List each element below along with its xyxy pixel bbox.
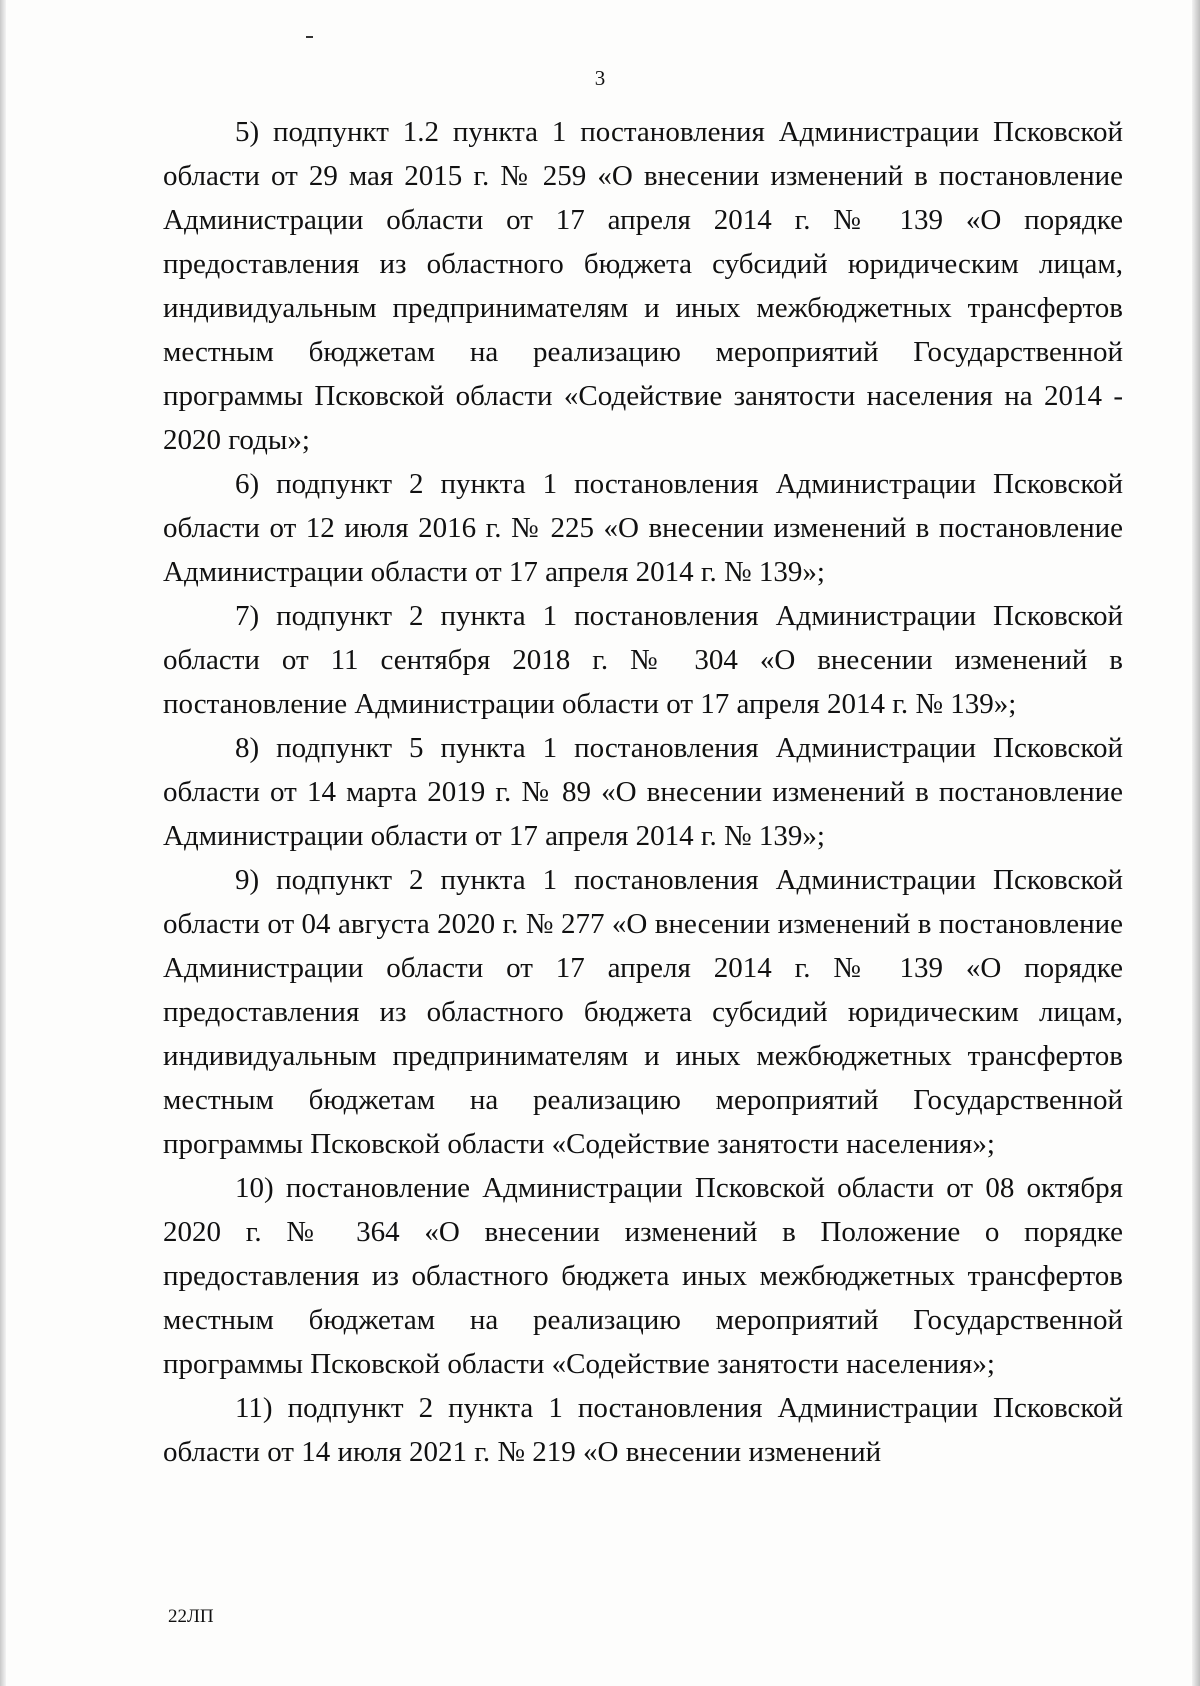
scan-edge-right — [1192, 0, 1200, 1686]
stray-mark — [306, 36, 313, 38]
list-item-10: 10) постановление Администрации Псковской области от 08 октября 2020 г. № 364 «О внесении изменений в Положение о порядке предоставления из областного бюджета иных межбюджетных трансфертов местным бюджетам на реализацию мероприятий Государственной программы Псковской области «Содействие занятости населения»; — [163, 1172, 1123, 1380]
list-item-9: 9) подпункт 2 пункта 1 постановления Администрации Псковской области от 04 августа 2020 г. № 277 «О внесении изменений в постановление Администрации области от 17 апреля 2014 г. № 139 «О порядке предоставления из областного бюджета субсидий юридическим лицам, индивидуальным предпринимателям и иных межбюджетных трансфертов местным бюджетам на реализацию мероприятий Государственной программы Псковской области «Содействие занятости населения»; — [163, 864, 1123, 1160]
document-body — [163, 110, 1123, 1474]
document-code: 22ЛП — [168, 1606, 214, 1627]
list-item-7: 7) подпункт 2 пункта 1 постановления Администрации Псковской области от 11 сентября 2018 г. № 304 «О внесении изменений в постановление Администрации области от 17 апреля 2014 г. № 139»; — [163, 600, 1123, 720]
scan-edge-left — [0, 0, 6, 1686]
page-number: 3 — [594, 66, 606, 90]
list-item-5: 5) подпункт 1.2 пункта 1 постановления Администрации Псковской области от 29 мая 2015 г. № 259 «О внесении изменений в постановление Администрации области от 17 апреля 2014 г. № 139 «О порядке предоставления из областного бюджета субсидий юридическим лицам, индивидуальным предпринимателям и иных межбюджетных трансфертов местным бюджетам на реализацию мероприятий Государственной программы Псковской области «Содействие занятости населения на 2014 - 2020 годы»; — [163, 116, 1123, 456]
list-item-8: 8) подпункт 5 пункта 1 постановления Администрации Псковской области от 14 марта 2019 г. № 89 «О внесении изменений в постановление Администрации области от 17 апреля 2014 г. № 139»; — [163, 732, 1123, 852]
list-item-6: 6) подпункт 2 пункта 1 постановления Администрации Псковской области от 12 июля 2016 г. № 225 «О внесении изменений в постановление Администрации области от 17 апреля 2014 г. № 139»; — [163, 468, 1123, 588]
list-item-11: 11) подпункт 2 пункта 1 постановления Администрации Псковской области от 14 июля 2021 г. № 219 «О внесении изменений — [163, 1392, 1123, 1468]
